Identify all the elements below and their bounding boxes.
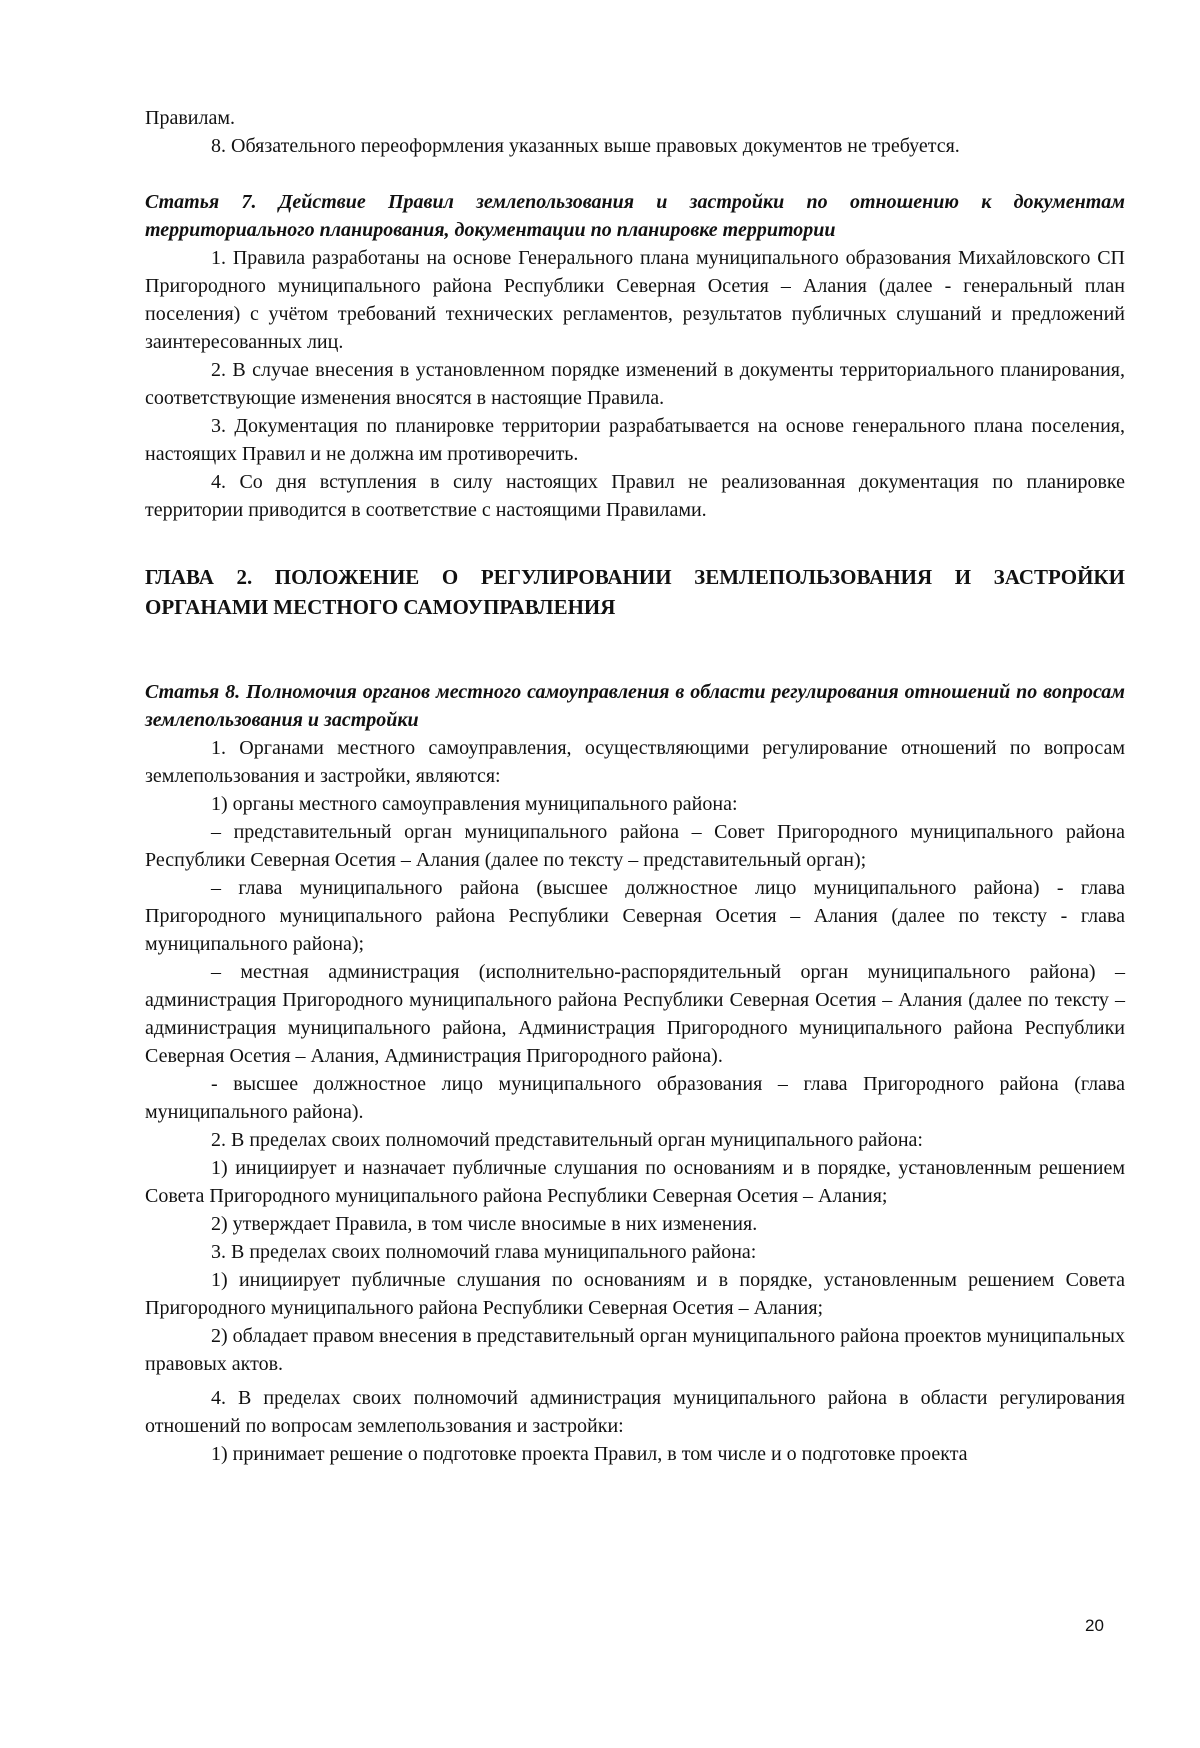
page-number: 20 <box>1085 1616 1104 1635</box>
article-8-item-3-sub-2: 2) обладает правом внесения в представительный орган муниципального района проектов муниципальных правовых актов. <box>145 1325 1125 1375</box>
article-8-item-4: 4. В пределах своих полномочий администрация муниципального района в области регулирования отношений по вопросам землепользования и застройки: <box>145 1387 1125 1437</box>
article-8-item-2-sub-2: 2) утверждает Правила, в том числе вносимые в них изменения. <box>211 1213 758 1235</box>
document-page <box>145 104 1125 1468</box>
paragraph-continuation: Правилам. <box>145 107 235 129</box>
article-8-item-2: 2. В пределах своих полномочий представительный орган муниципального района: <box>211 1129 923 1151</box>
article-8-dash-representative: – представительный орган муниципального района – Совет Пригородного муниципального района Республики Северная Осетия – Алания (далее по тексту – представительный орган); <box>145 821 1125 871</box>
article-8-dash-head: – глава муниципального района (высшее должностное лицо муниципального района) - глава Пригородного муниципального района Республики Северная Осетия – Алания (далее по тексту - глава муниципального района); <box>145 877 1125 955</box>
article-7-item-4: 4. Со дня вступления в силу настоящих Правил не реализованная документация по планировке территории приводится в соответствие с настоящими Правилами. <box>145 471 1125 521</box>
article-7-item-2: 2. В случае внесения в установленном порядке изменений в документы территориального планирования, соответствующие изменения вносятся в настоящие Правила. <box>145 359 1125 409</box>
article-8-subitem-1: 1) органы местного самоуправления муниципального района: <box>211 793 738 815</box>
article-7-item-1: 1. Правила разработаны на основе Генерального плана муниципального образования Михайловского СП Пригородного муниципального района Республики Северная Осетия – Алания (далее - генеральный план поселения) с учётом требований технических регламентов, результатов публичных слушаний и предложений заинтересованных лиц. <box>145 247 1125 353</box>
article-7-item-3: 3. Документация по планировке территории разрабатывается на основе генерального плана поселения, настоящих Правил и не должна им противоречить. <box>145 415 1125 465</box>
paragraph-item-8: 8. Обязательного переоформления указанных выше правовых документов не требуется. <box>211 135 960 157</box>
article-8-item-3-sub-1: 1) инициирует публичные слушания по основаниям и в порядке, установленным решением Совета Пригородного муниципального района Республики Северная Осетия – Алания; <box>145 1269 1125 1319</box>
article-8-title: Статья 8. Полномочия органов местного самоуправления в области регулирования отношений по вопросам землепользования и застройки <box>145 681 1125 731</box>
article-8-item-4-sub-1: 1) принимает решение о подготовке проекта Правил, в том числе и о подготовке проекта <box>211 1443 968 1465</box>
article-8-item-2-sub-1: 1) инициирует и назначает публичные слушания по основаниям и в порядке, установленным решением Совета Пригородного муниципального района Республики Северная Осетия – Алания; <box>145 1157 1125 1207</box>
article-8-item-1: 1. Органами местного самоуправления, осуществляющими регулирование отношений по вопросам землепользования и застройки, являются: <box>145 737 1125 787</box>
article-8-dash-administration: – местная администрация (исполнительно-распорядительный орган муниципального района) – администрация Пригородного муниципального района Республики Северная Осетия – Алания (далее по тексту – администрация муниципального района, Администрация Пригородного муниципального района Республики Северная Осетия – Алания, Администрация Пригородного района). <box>145 961 1125 1067</box>
article-7-title: Статья 7. Действие Правил землепользования и застройки по отношению к документам территориального планирования, документации по планировке территории <box>145 191 1125 241</box>
article-8-item-3: 3. В пределах своих полномочий глава муниципального района: <box>211 1241 757 1263</box>
chapter-2-title: ГЛАВА 2. ПОЛОЖЕНИЕ О РЕГУЛИРОВАНИИ ЗЕМЛЕПОЛЬЗОВАНИЯ И ЗАСТРОЙКИ ОРГАНАМИ МЕСТНОГО САМОУПРАВЛЕНИЯ <box>145 565 1125 619</box>
article-8-dash-official: - высшее должностное лицо муниципального образования – глава Пригородного района (глава муниципального района). <box>145 1073 1125 1123</box>
